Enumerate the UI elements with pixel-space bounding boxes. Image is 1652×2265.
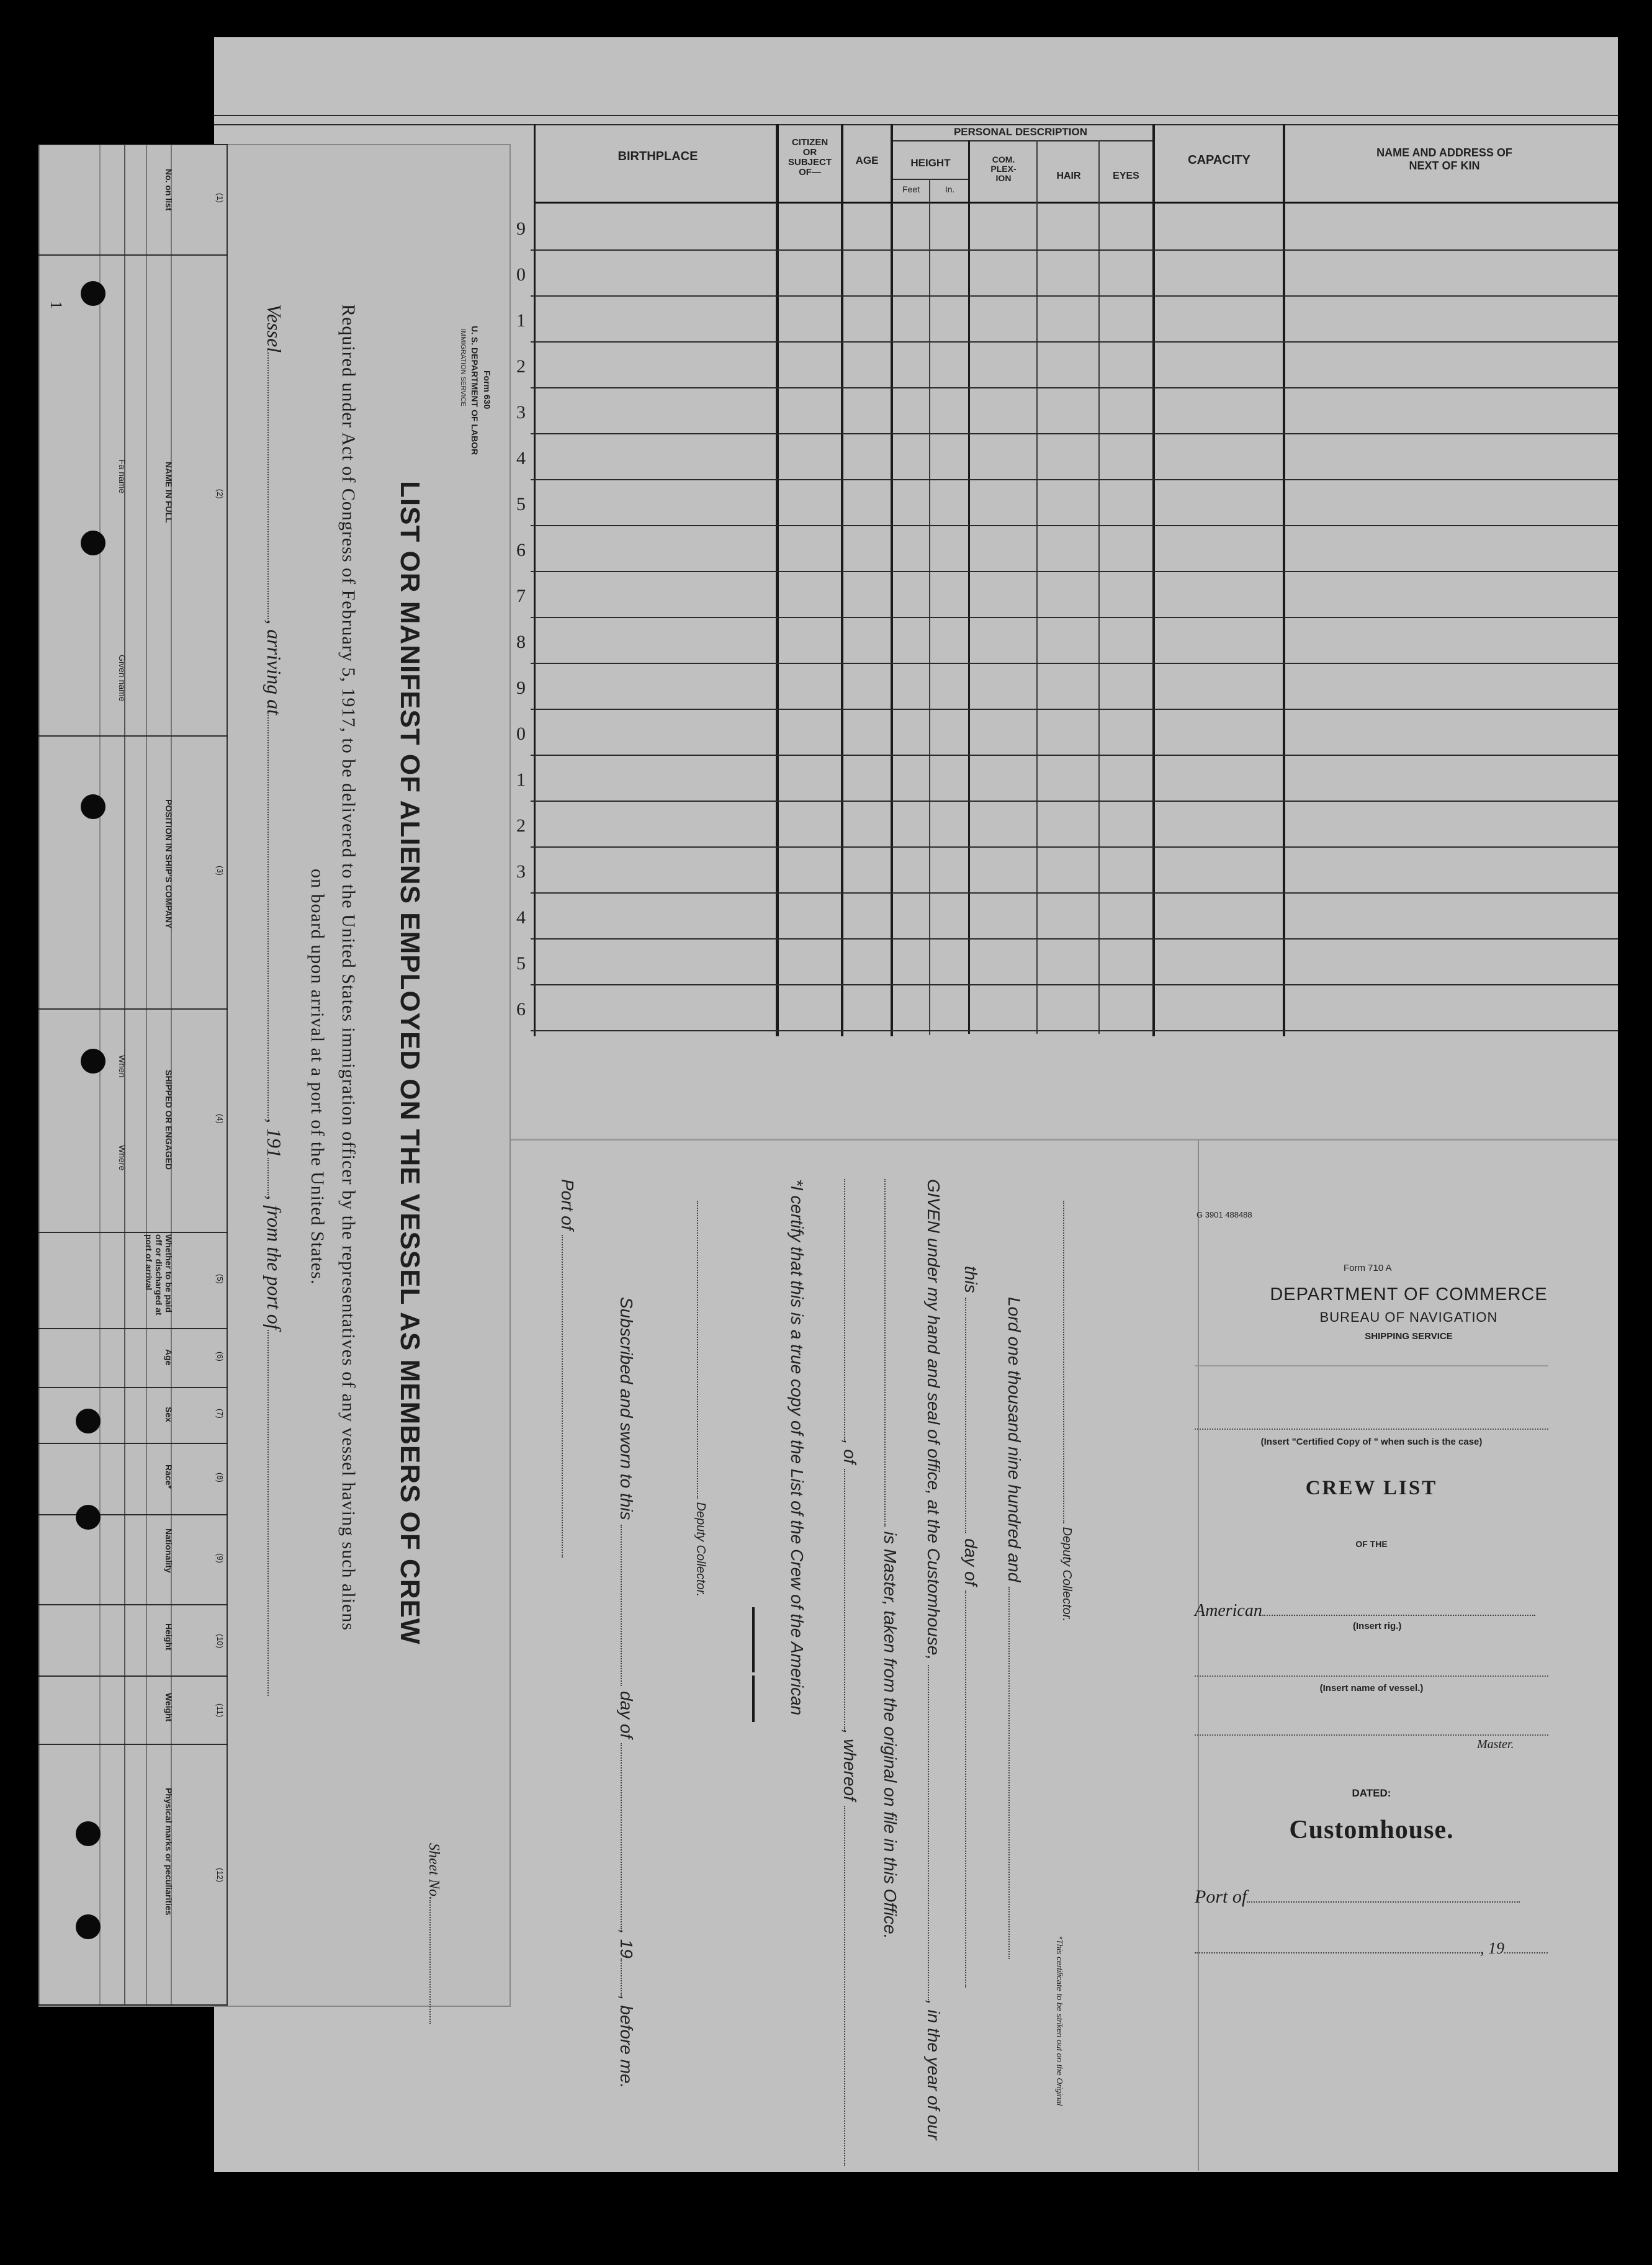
punch-hole [81, 1049, 105, 1074]
manifest-column-number: (7) [215, 1409, 225, 1419]
manifest-column-number: (1) [215, 193, 225, 203]
table-row-line [531, 525, 1618, 526]
table-row-line [531, 846, 1618, 848]
manifest-column-label: Weight [164, 1693, 174, 1722]
punch-hole [76, 1505, 101, 1530]
cover-print-code: G 3901 488488 [1196, 1210, 1252, 1219]
table-row-line [531, 663, 1618, 664]
cover-insert-vessel: (Insert name of vessel.) [1319, 1683, 1424, 1693]
manifest-column-number: (4) [215, 1114, 225, 1124]
cert-of-whereof: , of , whereof [840, 1179, 860, 2166]
table-row-line [531, 801, 1618, 802]
header-capacity: CAPACITY [1188, 153, 1250, 167]
manifest-given-name: Given name [117, 655, 127, 702]
row-number: 0 [516, 264, 526, 285]
cert-footnote: *This certificate to be striken out on the Original [1055, 1936, 1064, 2106]
cert-deputy-collector-2: Deputy Collector. [1059, 1201, 1074, 1621]
cover-department: DEPARTMENT OF COMMERCE [1270, 1285, 1548, 1304]
row-number: 5 [516, 953, 526, 974]
manifest-column-number: (9) [215, 1553, 225, 1563]
manifest-column-label: Race* [164, 1464, 174, 1489]
header-citizen: CITIZEN OR SUBJECT OF— [788, 137, 832, 177]
manifest-vessel-line: Vessel, arriving at, 191, from the port of [263, 304, 285, 1696]
table-row-line [531, 341, 1618, 343]
row-number: 7 [516, 586, 526, 606]
cover-of-the: OF THE [1355, 1539, 1388, 1549]
header-hair: HAIR [1056, 171, 1081, 181]
manifest-column-label: Sex [164, 1406, 174, 1422]
manifest-column-label: Nationality [164, 1528, 174, 1573]
row-number: 8 [516, 632, 526, 652]
row-number: 3 [516, 402, 526, 423]
manifest-where: Where [117, 1145, 127, 1171]
table-row-line [531, 387, 1618, 388]
row-number: 4 [516, 448, 526, 469]
header-age: AGE [855, 155, 879, 166]
cert-is-master: is Master, taken from the original on file in this Office. [880, 1179, 900, 1939]
header-height: HEIGHT [910, 157, 951, 169]
cover-master: Master. [1477, 1738, 1514, 1751]
manifest-column-label: Whether to be paid off or discharged at port of arrival [144, 1234, 174, 1316]
punch-hole [76, 1914, 101, 1939]
manifest-column-number: (8) [215, 1472, 225, 1482]
row-number: 1 [516, 310, 526, 331]
manifest-column-divider [38, 1387, 228, 1388]
table-row-line [531, 755, 1618, 756]
table-row-line [531, 295, 1618, 297]
header-inches: In. [945, 184, 955, 194]
row-number: 2 [516, 356, 526, 377]
cert-subscribed: Subscribed and sworn to this day of , 19, before me. [617, 1297, 636, 2089]
manifest-column-label: Height [164, 1623, 174, 1651]
cover-dated: DATED: [1352, 1787, 1391, 1799]
manifest-column-number: (11) [215, 1703, 225, 1718]
cover-form: Form 710 A [1344, 1263, 1392, 1273]
manifest-column-divider [38, 1744, 228, 1745]
punch-hole [76, 1409, 101, 1433]
cert-this-day: this day of [961, 1266, 981, 1988]
manifest-sheet-no: Sheet No. [425, 1843, 442, 2024]
punch-hole [76, 1821, 101, 1846]
table-row-line [531, 892, 1618, 894]
cover-insert-certified: (Insert "Certified Copy of " when such is the case) [1260, 1437, 1483, 1447]
manifest-column-divider [38, 1443, 228, 1444]
manifest-column-divider [38, 1008, 228, 1010]
manifest-column-number: (6) [215, 1351, 225, 1361]
manifest-form: Form 630 [482, 370, 492, 410]
cover-insert-rig: (Insert rig.) [1353, 1621, 1402, 1631]
manifest-department: U. S. DEPARTMENT OF LABOR [470, 326, 480, 455]
table-row-line [531, 1030, 1618, 1031]
manifest-required-2: on board upon arrival at a port of the United States. [307, 869, 328, 1285]
cover-customhouse: Customhouse. [1289, 1816, 1454, 1844]
manifest-row-1: 1 [47, 301, 65, 309]
manifest-column-label: Age [164, 1349, 174, 1366]
row-number: 9 [516, 218, 526, 239]
manifest-column-divider [38, 144, 228, 145]
table-row-line [531, 709, 1618, 710]
manifest-column-number: (2) [215, 488, 225, 499]
manifest-column-divider [38, 2004, 228, 2006]
manifest-column-divider [38, 1514, 228, 1515]
table-row-line [531, 249, 1618, 251]
manifest-column-label: POSITION IN SHIP'S COMPANY [164, 799, 174, 929]
cert-lord: Lord one thousand nine hundred and [1004, 1297, 1024, 1959]
table-row-line [531, 479, 1618, 480]
header-complexion: COM. PLEX- ION [990, 155, 1017, 183]
row-number: 6 [516, 540, 526, 560]
header-birthplace: BIRTHPLACE [617, 150, 698, 163]
cover-service: SHIPPING SERVICE [1365, 1331, 1453, 1342]
cert-deputy-collector-1: Deputy Collector. [693, 1201, 707, 1597]
manifest-column-label: SHIPPED OR ENGAGED [164, 1070, 174, 1170]
header-personal-description: PERSONAL DESCRIPTION [953, 126, 1088, 138]
cover-port-of: Port of [1195, 1886, 1520, 1908]
cover-crew-list: CREW LIST [1305, 1477, 1438, 1499]
manifest-column-divider [38, 1604, 228, 1605]
table-row-line [531, 617, 1618, 618]
manifest-column-number: (12) [215, 1868, 225, 1883]
row-number: 0 [516, 724, 526, 744]
row-number: 2 [516, 815, 526, 836]
header-feet: Feet [902, 184, 920, 194]
manifest-column-divider [38, 1675, 228, 1677]
manifest-column-number: (3) [215, 866, 225, 876]
manifest-column-label: NAME IN FULL [164, 461, 174, 523]
table-row-line [531, 433, 1618, 434]
row-number: 6 [516, 999, 526, 1020]
table-row-line [531, 984, 1618, 985]
manifest-column-divider [38, 1232, 228, 1233]
cert-certify: *I certify that this is a true copy of the List of the Crew of the American [788, 1179, 807, 1716]
manifest-column-label: Physical marks or peculiarities [164, 1787, 174, 1915]
row-number: 4 [516, 907, 526, 928]
row-number: 9 [516, 678, 526, 698]
manifest-family-name: Fa name [117, 459, 127, 494]
table-row-line [531, 571, 1618, 572]
punch-hole [81, 281, 105, 306]
manifest-title: LIST OR MANIFEST OF ALIENS EMPLOYED ON THE VESSEL AS MEMBERS OF CREW [395, 481, 425, 1645]
manifest-column-divider [38, 735, 228, 737]
manifest-service: IMMIGRATION SERVICE [459, 329, 467, 406]
row-number: 5 [516, 494, 526, 514]
manifest-column-number: (5) [215, 1273, 225, 1284]
cover-year-line: , 19 [1195, 1939, 1548, 1958]
row-number: 1 [516, 769, 526, 790]
manifest-column-label: No. on list [164, 168, 174, 211]
cover-bureau: BUREAU OF NAVIGATION [1319, 1309, 1498, 1325]
manifest-column-number: (10) [215, 1633, 225, 1648]
punch-hole [81, 531, 105, 555]
manifest-when: When [117, 1055, 127, 1078]
manifest-column-divider [38, 254, 228, 256]
cert-port-of: Port of [557, 1179, 577, 1558]
table-row-line [531, 938, 1618, 940]
punch-hole [81, 794, 105, 819]
row-number: 3 [516, 861, 526, 882]
cert-given: GIVEN under my hand and seal of office, at the Customhouse, , in the year of our [924, 1179, 943, 2140]
cover-american: American [1195, 1601, 1535, 1621]
header-eyes: EYES [1113, 171, 1139, 181]
manifest-required-1: Required under Act of Congress of February 5, 1917, to be delivered to the United States immigration officer by the representatives of any vessel having such aliens [338, 304, 359, 1631]
header-next-of-kin: NAME AND ADDRESS OF NEXT OF KIN [1376, 146, 1512, 172]
manifest-column-divider [38, 1328, 228, 1329]
